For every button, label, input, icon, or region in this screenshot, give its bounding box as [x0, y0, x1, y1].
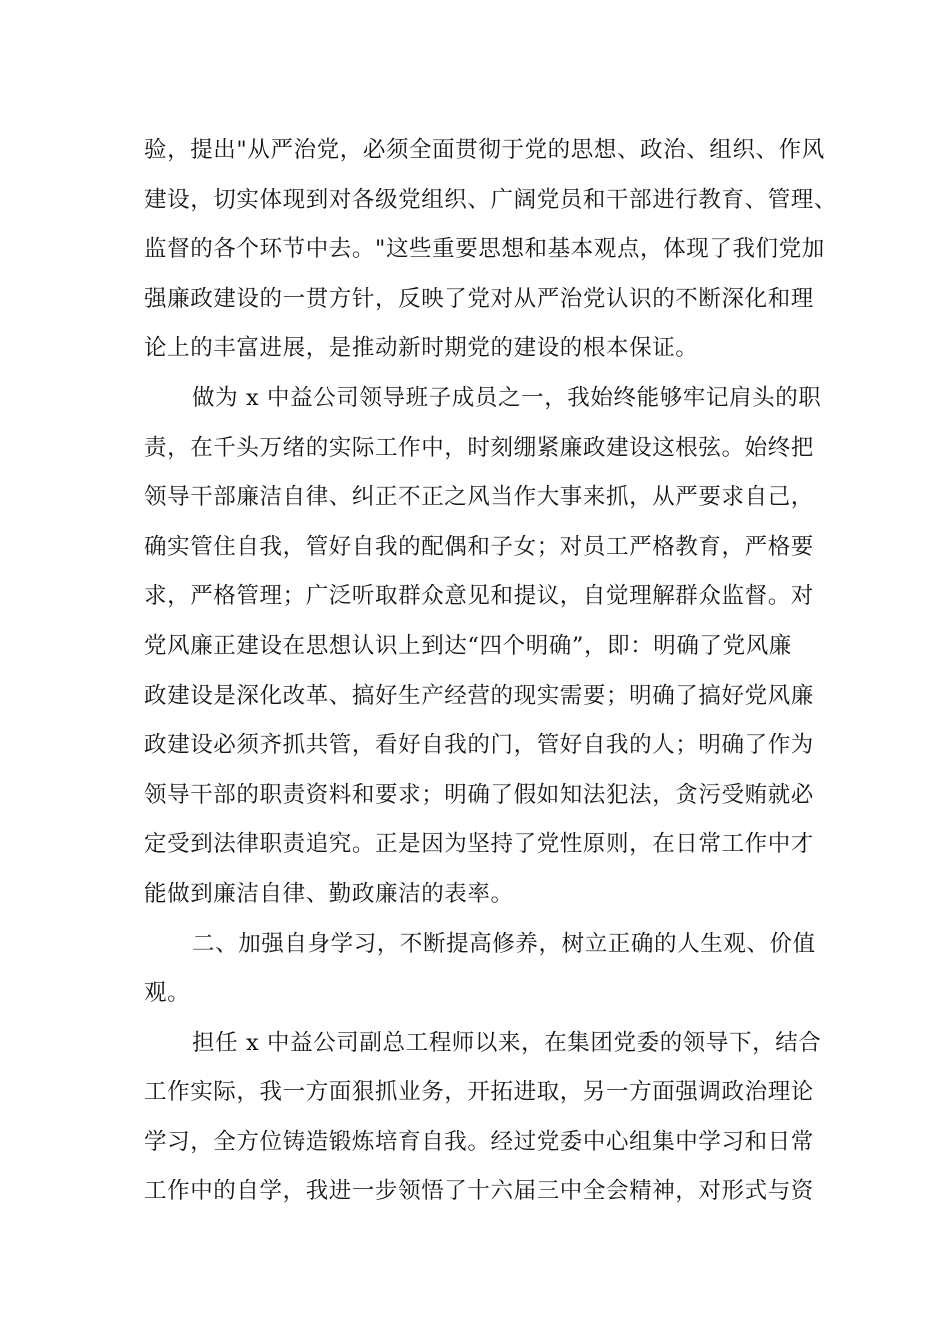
text-line: 工作实际，我一方面狠抓业务，开拓进取，另一方面强调政治理论 — [144, 1079, 814, 1106]
text-line: 工作中的自学，我进一步领悟了十六届三中全会精神，对形式与资 — [144, 1178, 814, 1205]
text-line: 求，严格管理；广泛听取群众意见和提议，自觉理解群众监督。对 — [144, 583, 814, 610]
document-body — [144, 126, 838, 1217]
paragraph-1 — [144, 126, 838, 374]
paragraph-2 — [144, 374, 824, 920]
text-line: 确实管住自我，管好自我的配偶和子女；对员工严格教育，严格要 — [144, 533, 814, 560]
text-line: 建设，切实体现到对各级党组织、广阔党员和干部进行教育、管理、 — [144, 186, 838, 213]
heading-line: 观。 — [144, 980, 191, 1007]
heading-line-first: 二、加强自身学习，不断提高修养，树立正确的人生观、价值 — [192, 930, 816, 957]
text-line: 政建设是深化改革、搞好生产经营的现实需要；明确了搞好党风廉 — [144, 682, 814, 709]
text-line-first: 做为 x 中益公司领导班子成员之一，我始终能够牢记肩头的职 — [192, 384, 822, 411]
paragraph-4 — [144, 1019, 824, 1217]
text-line: 论上的丰富进展，是推动新时期党的建设的根本保证。 — [144, 335, 699, 362]
text-line: 定受到法律职责追究。正是因为坚持了党性原则，在日常工作中才 — [144, 831, 814, 858]
text-line: 监督的各个环节中去。"这些重要思想和基本观点，体现了我们党加 — [144, 236, 825, 263]
text-line: 领导干部廉洁自律、纠正不正之风当作大事来抓，从严要求自己， — [144, 484, 814, 511]
text-line-first: 担任 x 中益公司副总工程师以来，在集团党委的领导下，结合 — [192, 1029, 822, 1056]
text-line: 党风廉正建设在思想认识上到达“四个明确”，即：明确了党风廉 — [144, 632, 792, 659]
text-line: 强廉政建设的一贯方针，反映了党对从严治党认识的不断深化和理 — [144, 285, 814, 312]
text-line: 能做到廉洁自律、勤政廉洁的表率。 — [144, 880, 514, 907]
section-heading-2 — [144, 920, 824, 1019]
text-line: 验，提出"从严治党，必须全面贯彻于党的思想、政治、组织、作风 — [144, 137, 825, 163]
text-line: 领导干部的职责资料和要求；明确了假如知法犯法，贪污受贿就必 — [144, 781, 814, 808]
text-line: 政建设必须齐抓共管，看好自我的门，管好自我的人；明确了作为 — [144, 732, 814, 759]
text-line: 学习，全方位铸造锻炼培育自我。经过党委中心组集中学习和日常 — [144, 1128, 814, 1155]
text-line: 责，在千头万绪的实际工作中，时刻绷紧廉政建设这根弦。始终把 — [144, 434, 814, 461]
